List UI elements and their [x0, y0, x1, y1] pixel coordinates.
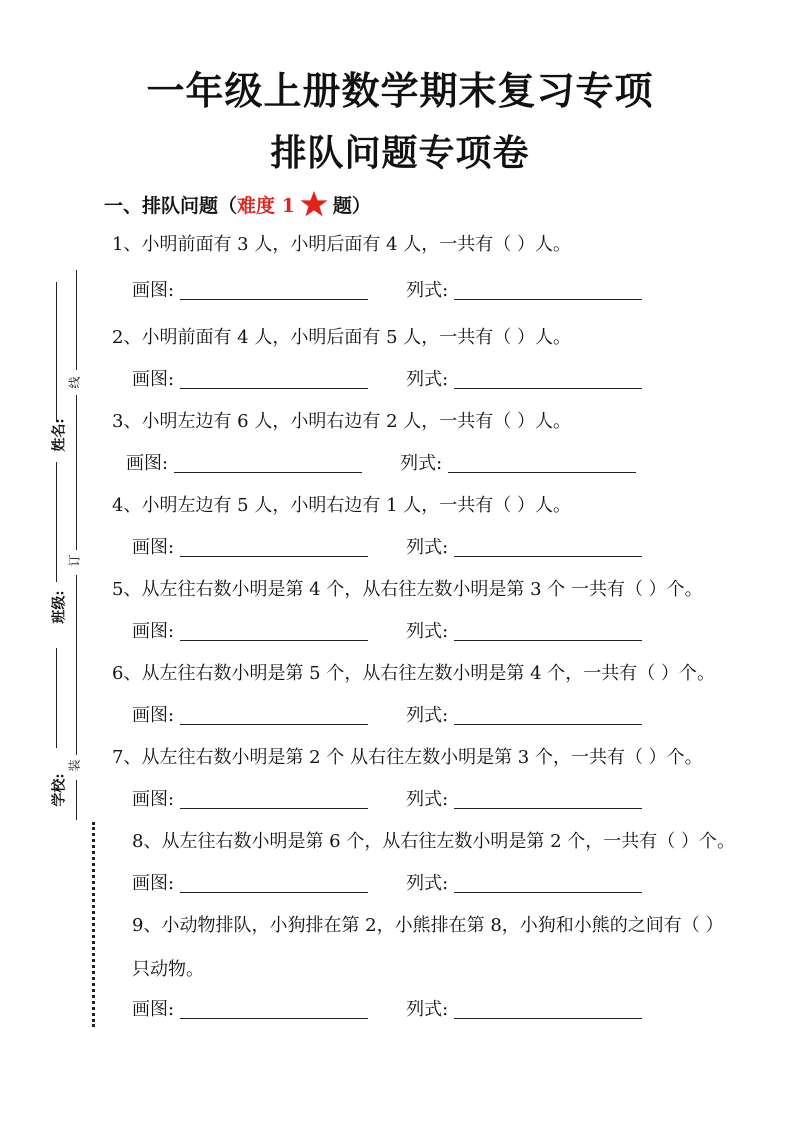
draw-blank[interactable] — [180, 788, 368, 809]
question-8: 8、从左往右数小明是第 6 个，从右往左数小明是第 2 个，一共有（ ）个。 — [132, 831, 735, 852]
formula-label: 列式: — [406, 789, 449, 810]
answer-row-7 — [132, 787, 642, 813]
draw-label: 画图: — [126, 453, 169, 474]
formula-label: 列式: — [406, 873, 449, 894]
formula-label: 列式: — [406, 621, 449, 642]
school-underline — [56, 648, 57, 748]
answer-row-3 — [126, 451, 636, 477]
page-subtitle: 排队问题专项卷 — [270, 132, 530, 174]
binding-line-mid — [76, 395, 77, 550]
mark-ding: 订 — [67, 554, 82, 567]
formula-label: 列式: — [406, 999, 449, 1020]
draw-label: 画图: — [132, 369, 175, 390]
formula-label: 列式: — [406, 369, 449, 390]
draw-label: 画图: — [132, 280, 175, 301]
answer-row-5 — [132, 619, 642, 645]
draw-label: 画图: — [132, 537, 175, 558]
formula-blank[interactable] — [454, 998, 642, 1019]
section-suffix: 题） — [332, 195, 371, 217]
section-prefix: 一、排队问题（ — [104, 195, 238, 217]
difficulty-label: 难度 1 — [237, 195, 295, 217]
answer-row-9 — [132, 997, 642, 1023]
question-1: 1、小明前面有 3 人，小明后面有 4 人，一共有（ ）人。 — [112, 234, 571, 255]
formula-label: 列式: — [406, 280, 449, 301]
formula-blank[interactable] — [454, 279, 642, 300]
question-5: 5、从左往右数小明是第 4 个，从右往左数小明是第 3 个 一共有（ ）个。 — [112, 579, 703, 600]
formula-blank[interactable] — [448, 452, 636, 473]
draw-blank[interactable] — [180, 279, 368, 300]
draw-blank[interactable] — [174, 452, 362, 473]
draw-blank[interactable] — [180, 368, 368, 389]
question-9: 9、小动物排队，小狗排在第 2，小熊排在第 8，小狗和小熊的之间有（ ） — [132, 915, 724, 936]
page-title: 一年级上册数学期末复习专项 — [146, 68, 654, 113]
binding-line-top — [76, 270, 77, 370]
draw-blank[interactable] — [180, 620, 368, 641]
school-label: 学校: — [51, 773, 68, 807]
formula-blank[interactable] — [454, 788, 642, 809]
answer-row-2 — [132, 367, 642, 393]
answer-row-6 — [132, 703, 642, 729]
draw-blank[interactable] — [180, 998, 368, 1019]
formula-blank[interactable] — [454, 368, 642, 389]
formula-label: 列式: — [400, 453, 443, 474]
draw-blank[interactable] — [180, 872, 368, 893]
formula-blank[interactable] — [454, 620, 642, 641]
formula-label: 列式: — [406, 537, 449, 558]
draw-label: 画图: — [132, 999, 175, 1020]
question-9-continued: 只动物。 — [132, 959, 204, 980]
class-label: 班级: — [51, 590, 68, 624]
answer-row-8 — [132, 871, 642, 897]
formula-blank[interactable] — [454, 536, 642, 557]
draw-label: 画图: — [132, 705, 175, 726]
question-4: 4、小明左边有 5 人，小明右边有 1 人，一共有（ ）人。 — [112, 495, 571, 516]
draw-label: 画图: — [132, 789, 175, 810]
section-heading — [104, 190, 371, 221]
question-6: 6、从左往右数小明是第 5 个，从右往左数小明是第 4 个，一共有（ ）个。 — [112, 663, 715, 684]
answer-row-1 — [132, 278, 642, 304]
binding-dotted-line — [92, 822, 95, 1027]
mark-zhuang: 装 — [67, 759, 82, 772]
name-underline — [56, 282, 57, 422]
star-icon — [299, 190, 329, 218]
formula-blank[interactable] — [454, 704, 642, 725]
answer-row-4 — [132, 535, 642, 561]
question-3: 3、小明左边有 6 人，小明右边有 2 人，一共有（ ）人。 — [112, 411, 571, 432]
class-underline — [56, 462, 57, 582]
draw-label: 画图: — [132, 621, 175, 642]
draw-label: 画图: — [132, 873, 175, 894]
question-7: 7、从左往右数小明是第 2 个 从右往左数小明是第 3 个，一共有（ ）个。 — [112, 747, 703, 768]
name-label: 姓名: — [51, 418, 68, 452]
formula-blank[interactable] — [454, 872, 642, 893]
draw-blank[interactable] — [180, 704, 368, 725]
binding-line-bottom — [76, 780, 77, 820]
draw-blank[interactable] — [180, 536, 368, 557]
mark-line: 线 — [67, 376, 82, 389]
question-2: 2、小明前面有 4 人，小明后面有 5 人，一共有（ ）人。 — [112, 327, 571, 348]
formula-label: 列式: — [406, 705, 449, 726]
binding-line-low — [76, 575, 77, 755]
